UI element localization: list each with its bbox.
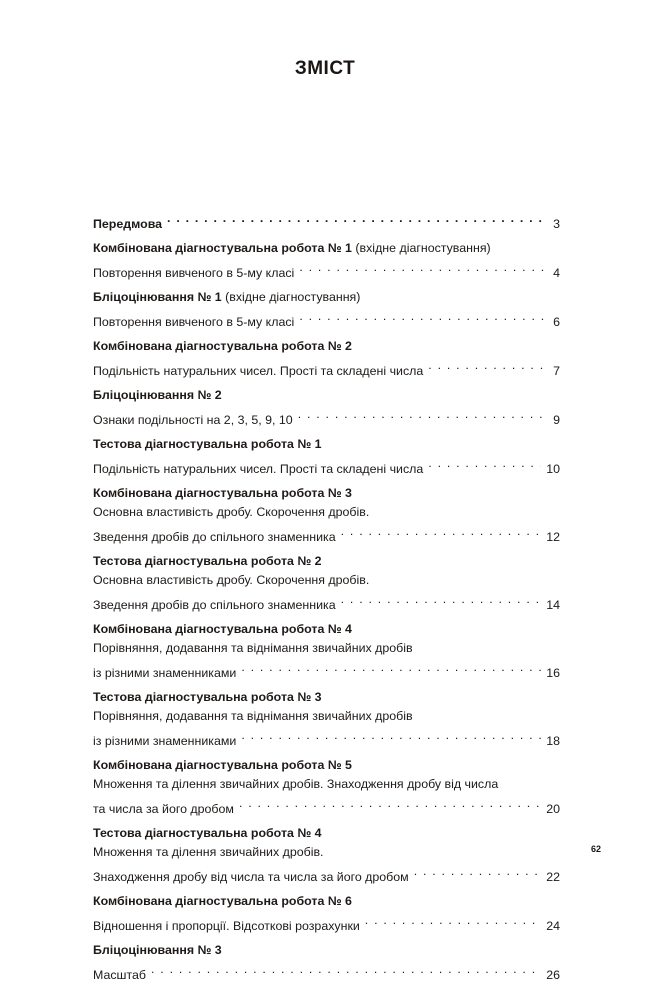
toc-subtitle: Множення та ділення звичайних дробів. xyxy=(93,845,324,859)
toc-page-number: 12 xyxy=(546,530,560,544)
toc-heading-line[interactable] xyxy=(93,386,560,405)
toc-heading: Комбінована діагностувальна робота № 6 xyxy=(93,894,352,908)
toc-entry xyxy=(93,552,560,615)
toc-subtitle-line[interactable] xyxy=(93,590,560,615)
toc-subtitle: Основна властивість дробу. Скорочення дробів. xyxy=(93,505,370,519)
toc-page-number: 6 xyxy=(553,315,560,329)
toc-heading-line[interactable] xyxy=(93,484,560,503)
toc-entry xyxy=(93,620,560,683)
toc-heading-line[interactable] xyxy=(93,239,560,258)
toc-page-number: 3 xyxy=(553,217,560,231)
toc-heading-line[interactable] xyxy=(93,756,560,775)
toc-subtitle: Основна властивість дробу. Скорочення дробів. xyxy=(93,573,370,587)
toc-subtitle: Зведення дробів до спільного знаменника xyxy=(93,598,336,612)
toc-subtitle-line[interactable] xyxy=(93,307,560,332)
toc-page-number: 10 xyxy=(546,462,560,476)
toc-heading: Тестова діагностувальна робота № 2 xyxy=(93,554,322,568)
toc-heading: Передмова xyxy=(93,217,163,231)
toc-subtitle: Ознаки подільності на 2, 3, 5, 9, 10 xyxy=(93,413,293,427)
toc-subtitle-line[interactable] xyxy=(93,258,560,283)
toc-entry xyxy=(93,386,560,430)
toc-subtitle: Множення та ділення звичайних дробів. Знаходження дробу від числа xyxy=(93,777,499,791)
toc-subtitle-line[interactable] xyxy=(93,639,560,658)
toc-page-number: 7 xyxy=(553,364,560,378)
toc-subtitle-line[interactable] xyxy=(93,405,560,430)
toc-heading-line[interactable] xyxy=(93,620,560,639)
toc-subtitle: Масштаб xyxy=(93,968,147,982)
dot-leader xyxy=(239,794,541,813)
dot-leader xyxy=(365,911,541,930)
toc-heading-line[interactable] xyxy=(93,824,560,843)
toc-heading: Бліцоцінювання № 2 xyxy=(93,388,222,402)
toc-heading-note: (вхідне діагностування) xyxy=(355,241,491,255)
toc-entry xyxy=(93,435,560,479)
toc-subtitle-line[interactable] xyxy=(93,571,560,590)
toc-heading: Тестова діагностувальна робота № 4 xyxy=(93,826,322,840)
page-number: 62 xyxy=(591,844,602,854)
toc-heading: Комбінована діагностувальна робота № 4 xyxy=(93,622,352,636)
toc-page-number: 24 xyxy=(546,919,560,933)
toc-page-number: 16 xyxy=(546,666,560,680)
dot-leader xyxy=(299,307,545,326)
toc-subtitle: Порівняння, додавання та віднімання звичайних дробів xyxy=(93,709,413,723)
dot-leader xyxy=(241,658,541,677)
table-of-contents xyxy=(93,209,560,990)
toc-heading: Комбінована діагностувальна робота № 1 xyxy=(93,241,352,255)
toc-heading: Тестова діагностувальна робота № 3 xyxy=(93,690,322,704)
toc-subtitle-line[interactable] xyxy=(93,794,560,819)
toc-subtitle: Зведення дробів до спільного знаменника xyxy=(93,530,336,544)
toc-entry xyxy=(93,484,560,547)
toc-subtitle-line[interactable] xyxy=(93,356,560,381)
toc-heading-line[interactable] xyxy=(93,892,560,911)
toc-page-number: 22 xyxy=(546,870,560,884)
toc-heading-line[interactable] xyxy=(93,209,560,234)
toc-subtitle-line[interactable] xyxy=(93,454,560,479)
toc-subtitle: Порівняння, додавання та віднімання звичайних дробів xyxy=(93,641,413,655)
toc-subtitle: Відношення і пропорції. Відсоткові розрахунки xyxy=(93,919,360,933)
toc-page-number: 4 xyxy=(553,266,560,280)
toc-page-number: 14 xyxy=(546,598,560,612)
toc-subtitle-line[interactable] xyxy=(93,726,560,751)
toc-page-number: 9 xyxy=(553,413,560,427)
page-title: ЗМІСТ xyxy=(294,58,356,79)
toc-subtitle: Повторення вивченого в 5-му класі xyxy=(93,266,295,280)
toc-subtitle-line[interactable] xyxy=(93,707,560,726)
toc-entry xyxy=(93,756,560,819)
toc-heading-line[interactable] xyxy=(93,941,560,960)
toc-subtitle: Подільність натуральних чисел. Прості та складені числа xyxy=(93,462,424,476)
toc-subtitle-line[interactable] xyxy=(93,843,560,862)
toc-page-number: 20 xyxy=(546,802,560,816)
toc-subtitle: та числа за його дробом xyxy=(93,802,234,816)
dot-leader xyxy=(151,960,541,979)
toc-subtitle-line[interactable] xyxy=(93,522,560,547)
toc-heading-line[interactable] xyxy=(93,552,560,571)
toc-subtitle-line[interactable] xyxy=(93,911,560,936)
toc-heading: Бліцоцінювання № 3 xyxy=(93,943,222,957)
toc-heading-note: (вхідне діагностування) xyxy=(225,290,361,304)
toc-page-number: 26 xyxy=(546,968,560,982)
dot-leader xyxy=(414,862,542,881)
toc-entry xyxy=(93,239,560,283)
toc-subtitle-line[interactable] xyxy=(93,775,560,794)
toc-heading-line[interactable] xyxy=(93,288,560,307)
toc-entry xyxy=(93,688,560,751)
toc-heading: Комбінована діагностувальна робота № 2 xyxy=(93,339,352,353)
toc-entry xyxy=(93,337,560,381)
toc-heading: Тестова діагностувальна робота № 1 xyxy=(93,437,322,451)
toc-subtitle: із різними знаменниками xyxy=(93,666,237,680)
dot-leader xyxy=(167,209,545,228)
toc-heading: Комбінована діагностувальна робота № 3 xyxy=(93,486,352,500)
toc-subtitle: Повторення вивченого в 5-му класі xyxy=(93,315,295,329)
toc-entry xyxy=(93,209,560,234)
toc-subtitle-line[interactable] xyxy=(93,862,560,887)
dot-leader xyxy=(241,726,541,745)
toc-heading: Бліцоцінювання № 1 xyxy=(93,290,222,304)
toc-page-number: 18 xyxy=(546,734,560,748)
toc-heading-line[interactable] xyxy=(93,688,560,707)
toc-entry xyxy=(93,892,560,936)
dot-leader xyxy=(341,590,542,609)
toc-subtitle-line[interactable] xyxy=(93,960,560,985)
toc-heading-line[interactable] xyxy=(93,337,560,356)
toc-entry xyxy=(93,288,560,332)
toc-subtitle: Подільність натуральних чисел. Прості та складені числа xyxy=(93,364,424,378)
toc-subtitle-line[interactable] xyxy=(93,658,560,683)
toc-subtitle: із різними знаменниками xyxy=(93,734,237,748)
toc-subtitle: Знаходження дробу від числа та числа за його дробом xyxy=(93,870,409,884)
toc-subtitle-line[interactable] xyxy=(93,503,560,522)
toc-entry xyxy=(93,824,560,887)
dot-leader xyxy=(428,454,541,473)
dot-leader xyxy=(341,522,542,541)
toc-heading: Комбінована діагностувальна робота № 5 xyxy=(93,758,352,772)
dot-leader xyxy=(428,356,545,375)
dot-leader xyxy=(298,405,545,424)
dot-leader xyxy=(299,258,545,277)
toc-entry xyxy=(93,941,560,985)
toc-heading-line[interactable] xyxy=(93,435,560,454)
